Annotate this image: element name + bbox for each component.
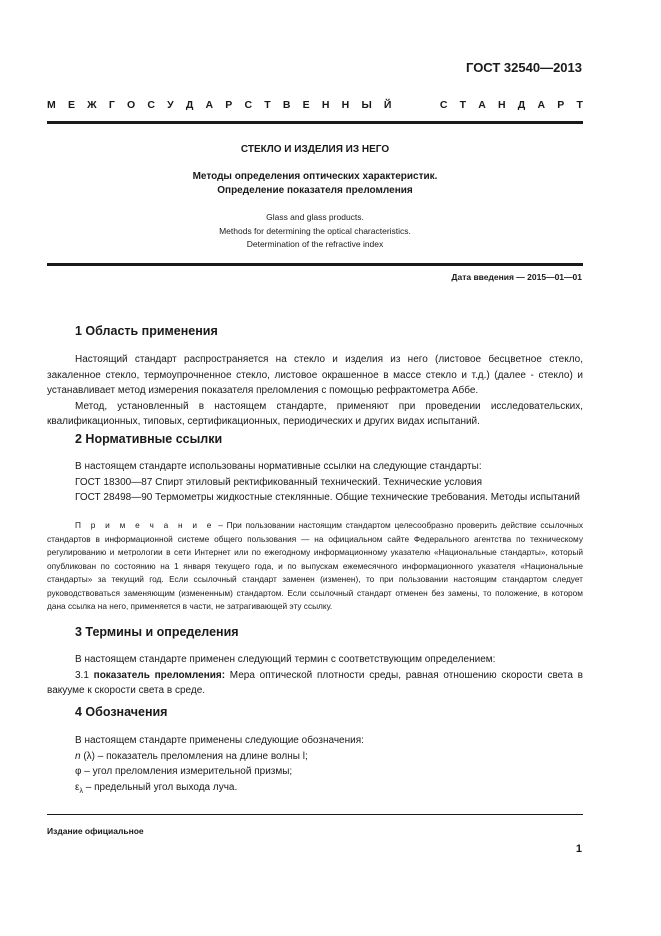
banner-letter: С [439,99,448,111]
term-definition [47,668,583,699]
subtitle-line-2: Определение показателя преломления [217,185,413,196]
english-title-line-1: Glass and glass products. [266,212,364,222]
section-2-heading: 2 Нормативные ссылки [75,432,223,446]
section-2-intro: В настоящем стандарте использованы нормативные ссылки на следующие стандарты: [75,461,482,472]
symbol-epsilon [47,780,583,800]
banner-letter: С [244,99,253,111]
banner-letter: Т [576,99,583,111]
banner-letter: М [47,99,56,111]
section-3-heading: 3 Термины и определения [75,625,239,639]
symbol-epsilon-letter: ε [75,781,80,793]
gost-code: ГОСТ 32540—2013 [466,60,582,75]
official-edition-label: Издание официальное [47,826,144,836]
date-introduced: Дата введения — 2015—01—01 [451,272,582,282]
section-4-heading: 4 Обозначения [75,705,168,719]
interstate-standard-banner [47,99,583,111]
title-rule [47,263,583,266]
symbol-n-text: (λ) – показатель преломления на длине волны l; [80,750,308,762]
reference-gost-28498: ГОСТ 28498—90 Термометры жидкостные стеклянные. Общие технические требования. Методы испытаний [75,492,580,503]
term-text: Мера оптической плотности среды, равная отношению скорости света в вакууме к скорости света в среде. [47,669,583,696]
banner-letter: Ы [361,99,372,111]
header-rule [47,121,583,124]
banner-letter: Д [517,99,526,111]
symbol-epsilon-subscript: λ [79,787,83,795]
banner-letter: Н [341,99,350,111]
english-title-line-2: Methods for determining the optical characteristics. [219,225,411,236]
banner-letter: Е [67,99,75,111]
section-3-intro: В настоящем стандарте применен следующий термин с соответствующим определением: [75,654,496,665]
english-title-line-3: Determination of the refractive index [246,239,384,249]
symbol-n-letter: n [75,750,81,762]
section-4-body [47,733,583,799]
banner-letter: У [167,99,174,111]
section-1-body [47,352,583,430]
symbol-n [47,749,583,765]
section-1-paragraph-2: Метод, установленный в настоящем стандарте, применяют при проведении исследовательских, квалификационных, типовых, сертификационных, периодических и других видах испытаний. [47,400,583,427]
banner-letter: Н [498,99,506,111]
banner-letter: Е [302,99,310,111]
english-title [47,211,583,252]
banner-letter: О [126,99,136,111]
section-1-paragraph-1: Настоящий стандарт распространяется на стекло и изделия из него (листовое бесцветное стекло, закаленное стекло, термоупрочненное стекло, листовое окрашенное в массе стекло и т.д.) (далее - стекло) и устанавливает метод измерения показателя преломления с помощью рефрактометра Аббе. [47,354,583,396]
banner-letter: А [478,99,486,111]
banner-gap [404,99,428,111]
banner-letter: А [205,99,214,111]
banner-letter: А [537,99,546,111]
document-title: СТЕКЛО И ИЗДЕЛИЯ ИЗ НЕГО [240,144,390,155]
banner-letter: С [147,99,155,111]
banner-letter: Р [557,99,565,111]
symbol-phi: φ – угол преломления измерительной призмы; [75,766,293,777]
banner-letter: Н [321,99,330,111]
banner-letter: Ж [87,99,97,111]
term-name: показатель преломления: [93,669,226,681]
section-3-body [47,652,583,699]
banner-letter: В [282,99,291,111]
banner-letter: Р [225,99,233,111]
banner-letter: Д [185,99,194,111]
banner-letter: Й [383,99,392,111]
document-subtitle [47,170,583,198]
section-2-note [47,519,583,614]
page-number: 1 [575,843,582,855]
reference-gost-18300: ГОСТ 18300—87 Спирт этиловый ректификованный технический. Технические условия [75,476,483,488]
section-1-heading: 1 Область применения [75,324,218,338]
footer-rule [47,814,583,815]
section-2-body [47,459,583,506]
symbol-epsilon-text: – предельный угол выхода луча. [82,781,238,793]
term-number: 3.1 [75,669,94,681]
banner-letter: Т [459,99,467,111]
subtitle-line-1: Методы определения оптических характеристик. [192,171,438,182]
section-4-intro: В настоящем стандарте применены следующие обозначения: [75,735,364,746]
note-label: П р и м е ч а н и е [75,520,215,530]
banner-letter: Г [108,99,115,111]
banner-letter: Т [264,99,271,111]
note-text: – При пользовании настоящим стандартом целесообразно проверить действие ссылочных стандартов в информационной системе общего пользования — на официальном сайте Федерального агентства по техническому регулированию и метрологии в сети Интернет или по ежегодному информационному указателю «Национальные стандарты», который опубликован по состоянию на 1 января текущего года, и по выпускам ежемесячного информационного указателя «Национальные стандарты» за текущий год. Если ссылочный стандарт заменен (изменен), то при пользовании настоящим стандартом следует руководствоваться заменяющим (измененным) стандартом. Если ссылочный стандарт отменен без замены, то положение, в котором дана ссылка на него, применяется в части, не затрагивающей эту ссылку. [47,520,583,611]
